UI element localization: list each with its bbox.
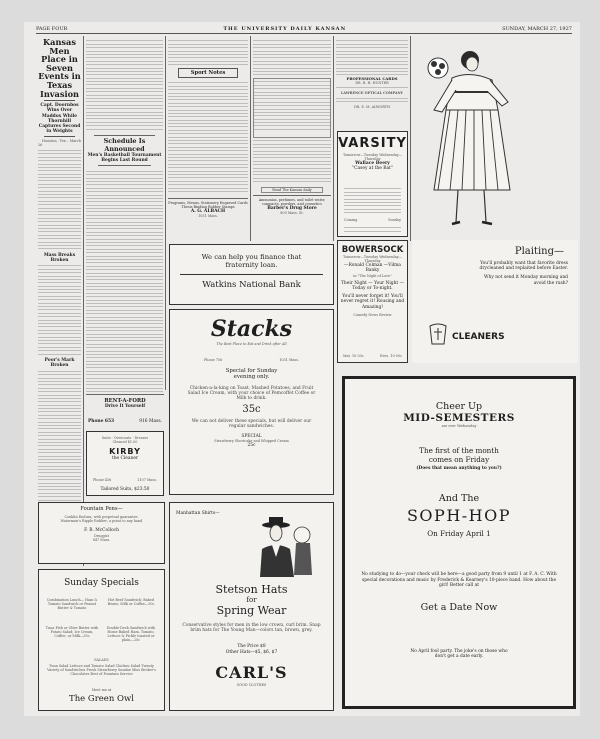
article-body <box>253 38 331 78</box>
varsity-coming: Coming <box>344 218 358 222</box>
stacks-note: We can not deliver these specials, but will deliver our regular sandwiches. <box>191 419 312 430</box>
column-five <box>336 38 408 130</box>
fountain-pens-ad <box>38 502 165 564</box>
kirby-name: KIRBY <box>109 447 141 457</box>
soph-hop-ad <box>342 376 576 709</box>
newspaper-title: THE UNIVERSITY DAILY KANSAN <box>223 25 347 32</box>
watkins-bank-name: Watkins National Bank <box>202 280 301 290</box>
owl-item-4: Double-Deck Sandwich with Home Baked Ham, Tomato, Lettuce & Pickle toasted or plain—25c <box>106 626 156 643</box>
article-dateline: Houston, Tex., March 26 <box>38 139 81 148</box>
owl-item-1: Combination Lunch— Ham & Tomato Sandwich or Peanut Butter & Tomato <box>46 598 98 611</box>
bowersock-theater-ad <box>337 240 408 363</box>
and-the: And The <box>438 493 480 505</box>
carls-price: The Price $8 <box>237 644 266 649</box>
bowersock-name: BOWERSOCK <box>341 245 404 255</box>
column-four <box>253 38 331 238</box>
rent-address: 916 Mass. <box>139 419 162 424</box>
barbers-text: Ammonias, perfumes, and toilet water, compacts, powders, and cosmetics <box>258 198 326 207</box>
issue-date: SUNDAY, MARCH 27, 1927 <box>502 25 572 32</box>
owl-item-2: Hot Beef Sandwich; Baked Beans; Milk or Coffee—30c <box>107 598 155 607</box>
rent-a-ford-ad <box>86 394 164 428</box>
rent-sub: Drive It Yourself <box>104 404 146 409</box>
article-subhead: Capt. Doornbos Wins Over Maddox While Thornhill Captures Second in Weights <box>38 103 81 135</box>
divider <box>44 136 75 137</box>
month-line-3: (Does that mean anything to you?) <box>416 466 502 472</box>
masthead <box>36 24 572 34</box>
schedule-body <box>86 168 163 393</box>
read-kansan-box: Read The Kansan daily <box>261 187 323 193</box>
sport-notes-box <box>178 68 238 78</box>
carls-title-2: for <box>246 596 257 604</box>
card-body <box>336 95 408 105</box>
kirby-cleaner-ad <box>86 431 164 496</box>
stacks-dessert: Strawberry Shortcake and Whipped Cream <box>214 438 289 443</box>
article-subhead-2: Mass Breaks Broken <box>43 252 76 263</box>
pens-title: Fountain Pens— <box>80 506 123 512</box>
article-body <box>38 263 81 358</box>
kirby-tailored: Tailored Suits, $23.50 <box>100 486 150 492</box>
soph-hop-date: On Friday April 1 <box>427 529 491 539</box>
albach-address: 1031 Mass. <box>198 214 218 219</box>
cleaners-crest-icon <box>426 322 450 348</box>
article-body <box>168 38 248 66</box>
column-rule <box>410 36 411 241</box>
carls-text: Conservative styles for men in the low crown, curl brim. Snap brim hats for The Young Man—colors tan, brown, grey. <box>182 623 321 634</box>
cheer-subtitle: MID-SEMESTERS <box>403 412 515 424</box>
plaiting-cleaners-ad <box>412 240 578 363</box>
bowersock-tagline-2: You'll never forget it! You'll never regret it! Rousing and Amazing! <box>340 294 405 310</box>
albach-name: A. G. ALBACH <box>190 209 226 215</box>
footer-line-1: No April fool party. The joke's on those who <box>410 648 508 654</box>
stacks-special-heading: Special for Sunday evening only. <box>225 368 278 381</box>
stacks-price: 35c <box>242 404 261 416</box>
varsity-sunday: Sunday <box>388 218 401 222</box>
barbers-address: 809 Mass. St. <box>280 211 304 216</box>
watkins-line-2: fraternity loan. <box>225 261 278 269</box>
pens-role: Druggist <box>93 533 110 538</box>
column-rule <box>165 36 166 390</box>
stacks-phone: Phone 756 <box>204 358 223 362</box>
professional-card: LAWRENCE OPTICAL COMPANY <box>341 91 403 96</box>
varsity-prices <box>344 225 401 235</box>
kirby-sub: the Cleaner <box>111 456 139 462</box>
green-owl-ad <box>38 569 165 711</box>
article-body <box>38 148 81 253</box>
get-a-date-cta: Get a Date Now <box>420 601 498 613</box>
standings-table <box>253 78 331 138</box>
sport-notes-heading: Sport Notes <box>190 70 226 76</box>
owl-meet: Meet me at <box>91 688 112 692</box>
kirby-address: 1107 Mass. <box>137 478 157 482</box>
stacks-menu: Chicken-a-la-king on Toast, Mashed Potatoes, and Fruit Salad Ice Cream, with your choice of Pemcoffet Coffee or Milk to drink. <box>187 385 316 401</box>
article-subhead-3: Poor's Mark Broken <box>44 357 75 369</box>
watkins-bank-ad <box>169 244 334 305</box>
cheer-sub: are over Wednesday <box>441 424 477 428</box>
bowersock-matinee-price: Mat. 10-30c <box>343 353 364 358</box>
bowersock-film: in "The Night of Love" <box>353 273 392 278</box>
month-line-2: comes on Friday <box>428 455 490 465</box>
soph-hop-title: SOPH-HOP <box>406 506 512 526</box>
carls-title-3: Spring Wear <box>216 604 287 617</box>
bowersock-stars: —Ronald Colman —Vilma Banky <box>344 263 401 274</box>
kansas-track-article <box>38 38 81 568</box>
footer-line-2: don't get a date early. <box>434 654 484 660</box>
carls-shirts: Manhattan Shirts— <box>176 511 220 516</box>
pens-address: 847 Mass. <box>92 537 111 542</box>
kirby-line-2: Cleaned $1.00 <box>112 440 138 445</box>
varsity-copy <box>344 186 401 214</box>
rent-phone: Phone 653 <box>88 419 115 424</box>
plaiting-text-2: Why not send it Monday morning and avoid the rush? <box>484 275 568 286</box>
carls-clothing-ad <box>169 502 334 711</box>
bowersock-tagline: Their Night — Your Night — Today or To-night. <box>340 280 404 291</box>
plaiting-text: You'll probably want that favorite dress drycleaned and replaited before Easter. <box>479 261 568 272</box>
stacks-restaurant-ad <box>169 309 334 495</box>
stacks-special-2: SPECIAL <box>241 433 262 439</box>
varsity-theater-ad <box>337 131 408 237</box>
column-rule <box>83 36 84 566</box>
owl-title: Sunday Specials <box>64 578 139 588</box>
stacks-address: 1031 Mass. <box>279 358 299 362</box>
professional-cards-heading: PROFESSIONAL CARDS <box>346 76 398 81</box>
article-body <box>336 38 408 76</box>
article-body <box>168 80 248 198</box>
column-rule <box>333 36 334 241</box>
bowersock-evening-price: Eves. 10-50c <box>380 353 402 358</box>
kirby-line-1: Suits - Overcoats - Dresses <box>101 436 149 440</box>
pens-name: F. B. McColloch <box>84 528 119 534</box>
divider <box>94 135 155 136</box>
varsity-name: VARSITY <box>338 136 407 151</box>
barbers-name: Barber's Drug Store <box>267 206 317 212</box>
fashion-illustration <box>412 40 578 236</box>
divider <box>44 100 75 101</box>
carls-other-hats: Other Hats—$5, $6, $7 <box>225 650 278 655</box>
article-headline: Kansas Men Place in Seven Events in Texas Invasion <box>38 38 81 99</box>
albach-items: Programs, Menus, Stationery Engraved Cards Thesis Binding Rubber Stamps <box>168 201 248 210</box>
man-in-hat-icon <box>250 515 312 579</box>
stacks-price-2: 25c <box>247 442 256 448</box>
bowersock-days: Tomorrow—Tuesday Wednesday—Thursday <box>342 255 403 264</box>
carls-logo-sub: GOOD CLOTHES <box>236 683 267 687</box>
varsity-star: Wallace Beery <box>355 161 390 167</box>
pens-line-1: Conklin Endura, with perpetual guarantee. <box>64 515 139 520</box>
owl-name: The Green Owl <box>69 694 134 704</box>
page-number: PAGE FOUR <box>36 25 68 32</box>
divider <box>180 274 323 275</box>
article-body <box>253 138 331 186</box>
woman-figure-icon <box>412 40 578 236</box>
barbers-ad <box>253 195 331 215</box>
column-rule <box>250 36 251 241</box>
kirby-phone: Phone 436 <box>93 478 112 482</box>
stacks-logo: Stacks <box>210 316 293 342</box>
professional-card: DR. R. H. HUNTER <box>355 81 389 85</box>
sport-notes-column <box>168 38 248 238</box>
article-body <box>86 38 163 133</box>
schedule-headline: Schedule Is Announced <box>103 137 146 153</box>
rent-title: RENT-A-FORD <box>104 398 146 404</box>
carls-title-1: Stetson Hats <box>215 583 288 596</box>
varsity-days: Tomorrow—Tuesday Wednesday—Thursday <box>342 153 403 162</box>
schedule-subhead: Men's Basketball Tournament Begins Last Round <box>87 153 162 164</box>
albach-ad <box>168 198 248 218</box>
stacks-tagline: The Best Place to Eat and Drink after All <box>216 342 287 346</box>
bowersock-extras: Comedy News Review <box>353 312 392 317</box>
divider <box>98 165 151 166</box>
professional-card: DR. E. M. ALWORTH <box>353 105 391 110</box>
owl-salads-heading: SALADS <box>94 658 109 662</box>
pens-line-2: Waterman's Ripple Rubber; a point to any hand <box>60 519 143 524</box>
carls-logo: CARL'S <box>215 663 288 682</box>
schedule-column <box>86 38 163 393</box>
cleaners-logo: CLEANERS <box>452 332 505 342</box>
month-line-1: The first of the month <box>419 446 499 456</box>
owl-salad-list: Tuna Salad Lettuce and Tomato Salad Chicken Salad Twenty Variety of Sandwiches Fresh Strawberry Sundae Miss Becker's Chocolates Best of Fountain Service <box>47 664 156 677</box>
owl-item-3: Tuna Fish or Olive Butter with Potato Salad; Ice Cream, Coffee, or Milk—35c <box>45 626 99 639</box>
watkins-line-1: We can help you finance that <box>201 253 302 261</box>
plaiting-title: Plaiting— <box>514 246 564 257</box>
card-body <box>336 85 408 91</box>
cheer-title: Cheer Up <box>435 401 483 412</box>
soph-hop-body: No studying to do—your check will be here—a good party from 9 until 1 at F. A. C. With special decorations and music by Frederick & Kearney's 10-piece band. How about the girl! Better call at <box>361 572 557 588</box>
varsity-film: "Casey at the Bat" <box>352 166 393 172</box>
